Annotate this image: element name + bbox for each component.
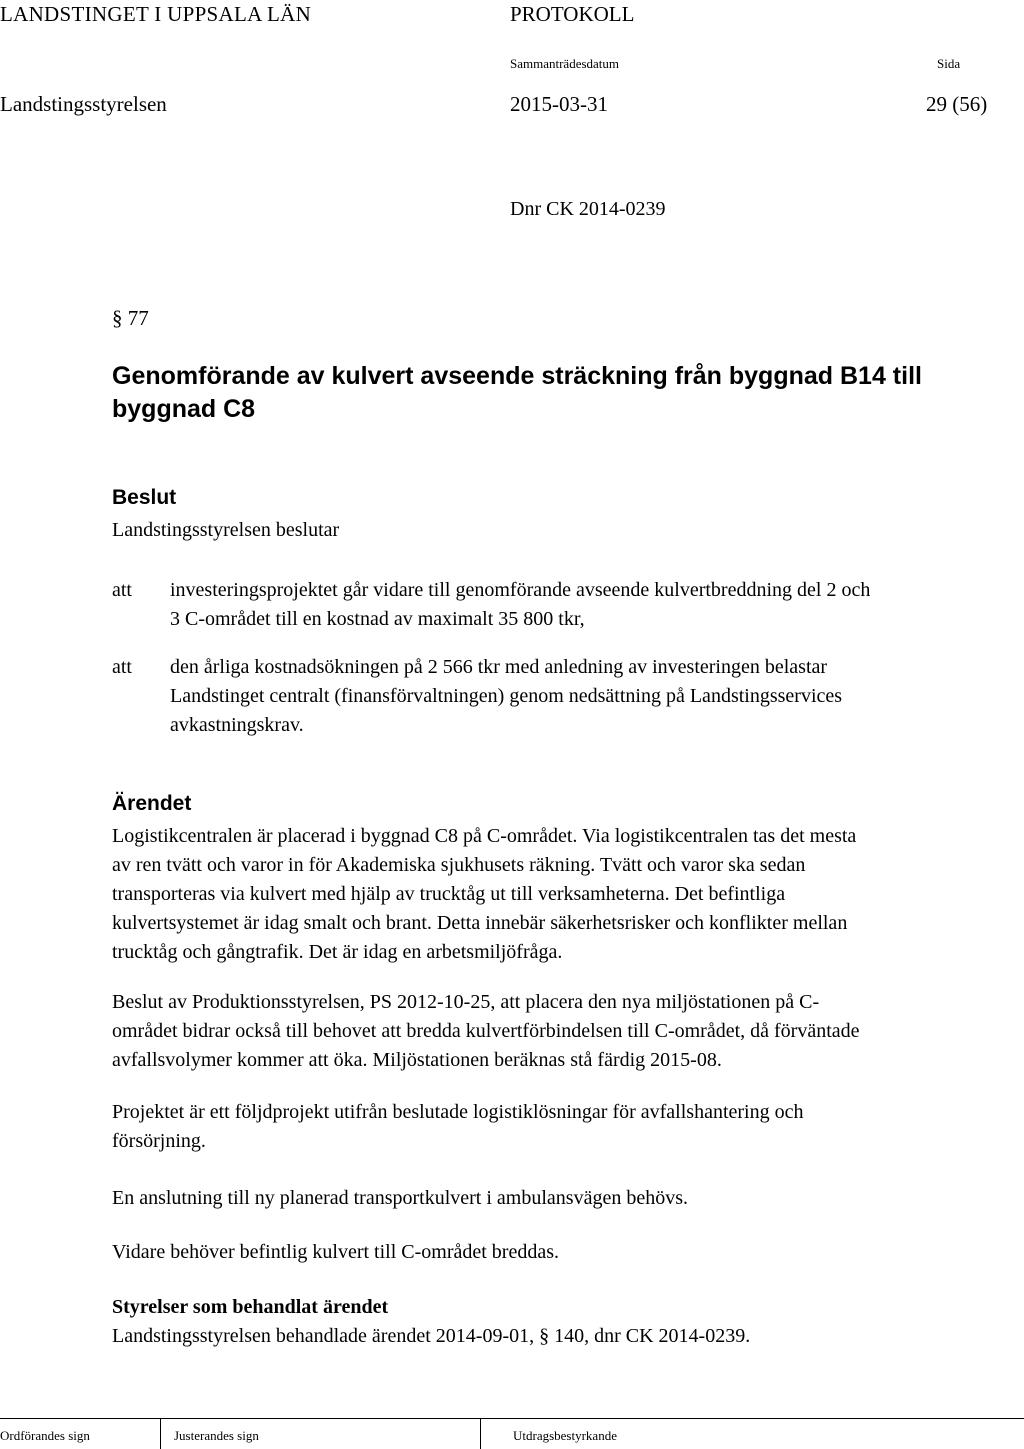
page-label: Sida (937, 56, 961, 71)
arendet-paragraph (112, 1098, 803, 1156)
decision-line: avkastningskrav. (170, 714, 304, 736)
paragraph-line: kulvertsystemet är idag smalt och brant. Detta innebär säkerhetsrisker och konflikter mellan (112, 912, 848, 934)
title-line-2: byggnad C8 (112, 395, 256, 423)
arendet-paragraph (112, 822, 856, 967)
date-label: Sammanträdesdatum (510, 56, 620, 71)
arendet-paragraph (112, 1184, 688, 1213)
diary-number: Dnr CK 2014-0239 (510, 198, 666, 220)
paragraph-line: trucktåg och gångtrafik. Det är idag en arbetsmiljöfråga. (112, 941, 563, 963)
adjuster-signature-label: Justerandes sign (174, 1428, 259, 1443)
decision-marker: att (112, 656, 132, 678)
extract-certification-label: Utdragsbestyrkande (513, 1428, 617, 1443)
paragraph-line: Vidare behöver befintlig kulvert till C-området breddas. (112, 1241, 559, 1263)
paragraph-line: Logistikcentralen är placerad i byggnad C8 på C-området. Via logistikcentralen tas det mesta (112, 825, 857, 847)
paragraph-line: av ren tvätt och varor in för Akademiska sjukhusets räkning. Tvätt och varor ska sedan (112, 854, 806, 876)
meeting-date: 2015-03-31 (510, 92, 608, 116)
paragraph-line: området bidrar också till behovet att bredda kulvertförbindelsen till C-området, då förväntade (112, 1020, 860, 1042)
arendet-heading: Ärendet (112, 792, 192, 815)
signature-box-divider (480, 1418, 481, 1449)
board-name: Landstingsstyrelsen (0, 92, 167, 116)
page-number: 29 (56) (926, 92, 988, 116)
page-title (112, 360, 922, 426)
chair-signature-label: Ordförandes sign (0, 1428, 90, 1443)
title-line-1: Genomförande av kulvert avseende sträckning från byggnad B14 till (112, 362, 922, 390)
arendet-paragraph (112, 988, 860, 1075)
paragraph-line: försörjning. (112, 1130, 206, 1152)
organization-name: LANDSTINGET I UPPSALA LÄN (0, 2, 312, 26)
decision-line: den årliga kostnadsökningen på 2 566 tkr med anledning av investeringen belastar (170, 656, 828, 678)
beslut-intro: Landstingsstyrelsen beslutar (112, 519, 340, 541)
paragraph-line: Beslut av Produktionsstyrelsen, PS 2012-10-25, att placera den nya miljöstationen på C- (112, 991, 820, 1013)
paragraph-line: transporteras via kulvert med hjälp av trucktåg ut till verksamheterna. Det befintliga (112, 883, 786, 905)
styrelser-text: Landstingsstyrelsen behandlade ärendet 2014-09-01, § 140, dnr CK 2014-0239. (112, 1325, 751, 1347)
paragraph-line: avfallsvolymer kommer att öka. Miljöstationen beräknas stå färdig 2015-08. (112, 1049, 722, 1071)
paragraph-line: En anslutning till ny planerad transportkulvert i ambulansvägen behövs. (112, 1187, 688, 1209)
document-type: PROTOKOLL (510, 2, 635, 26)
paragraph-number: § 77 (112, 306, 149, 330)
styrelser-heading: Styrelser som behandlat ärendet (112, 1296, 389, 1318)
decision-line: 3 C-området till en kostnad av maximalt 35 800 tkr, (170, 608, 585, 630)
arendet-paragraph (112, 1238, 559, 1267)
footer-divider (0, 1418, 1024, 1419)
decision-marker: att (112, 579, 132, 601)
beslut-heading: Beslut (112, 486, 177, 509)
paragraph-line: Projektet är ett följdprojekt utifrån beslutade logistiklösningar för avfallshantering och (112, 1101, 804, 1123)
decision-line: Landstinget centralt (finansförvaltningen) genom nedsättning på Landstingsservices (170, 685, 843, 707)
signature-box-divider (160, 1418, 161, 1449)
decision-line: investeringsprojektet går vidare till genomförande avseende kulvertbreddning del 2 och (170, 579, 871, 601)
